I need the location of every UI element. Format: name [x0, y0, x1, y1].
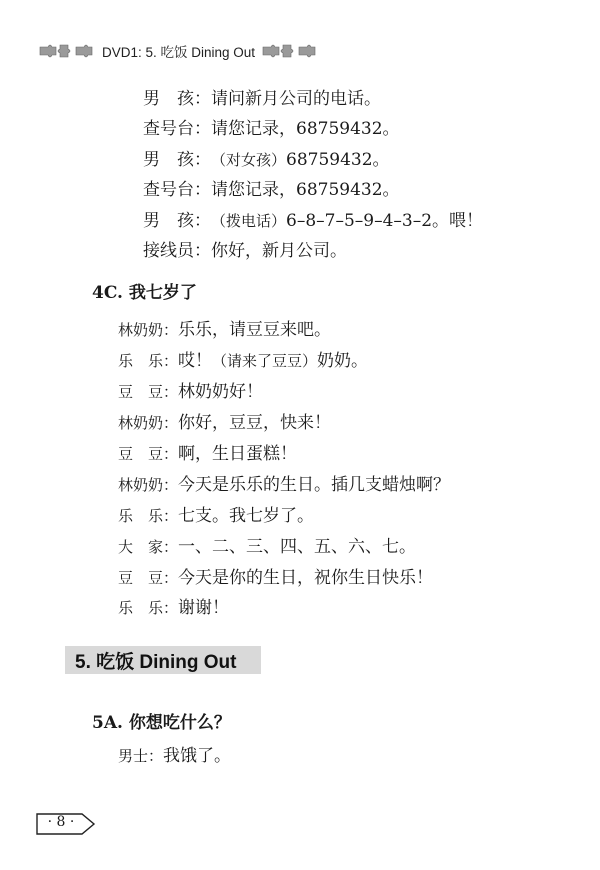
page-number: · 8 ·: [47, 814, 75, 830]
subsection-title-4c: 4C. 我七岁了: [92, 283, 197, 303]
dialog-line: [143, 149, 390, 171]
speaker-label: 豆 豆：: [118, 569, 179, 587]
speaker-label: 男士：: [118, 747, 164, 765]
dialog-text: 哎！: [178, 351, 213, 371]
dialog-line: [143, 240, 347, 262]
dialog-text: 你好，豆豆，快来！: [178, 413, 332, 433]
speaker-label: 乐 乐：: [118, 352, 179, 370]
puzzle-ornament-icon: [38, 41, 96, 61]
dialog-line: [118, 443, 297, 465]
section-heading-bar: [65, 646, 261, 674]
dialog-text: 你好，新月公司。: [211, 241, 347, 261]
dialog-line: [143, 118, 400, 140]
speaker-label: 林奶奶：: [118, 476, 179, 494]
dialog-text: 一、二、三、四、五、六、七。: [178, 537, 417, 557]
speaker-label: 查号台：: [143, 180, 211, 200]
dialog-text: 今天是乐乐的生日。插几支蜡烛啊？: [178, 475, 451, 495]
dialog-line: [143, 210, 483, 232]
subsection-title-5a: 5A. 你想吃什么？: [92, 713, 231, 733]
speaker-label: 林奶奶：: [118, 321, 179, 339]
dialog-text: 请问新月公司的电话。: [211, 89, 381, 109]
dialog-line: [118, 474, 450, 496]
dialog-text: 奶奶。: [317, 351, 369, 371]
dialog-line: [118, 319, 331, 341]
dialog-line: [143, 179, 400, 201]
dialog-text: 啊，生日蛋糕！: [178, 444, 298, 464]
speaker-label: 接线员：: [143, 241, 211, 261]
stage-direction: （拨电话）: [211, 212, 287, 230]
speaker-label: 豆 豆：: [118, 383, 179, 401]
speaker-label: 乐 乐：: [118, 507, 179, 525]
dialog-text: 请您记录，68759432。: [211, 180, 400, 200]
dialog-text: 林奶奶好！: [178, 382, 264, 402]
dialog-text: 我饿了。: [163, 746, 232, 766]
dialog-text: 68759432。: [286, 150, 390, 170]
speaker-label: 林奶奶：: [118, 414, 179, 432]
dialog-line: [143, 88, 381, 110]
dialog-text: 七支。我七岁了。: [178, 506, 315, 526]
speaker-label: 男 孩：: [143, 211, 211, 231]
stage-direction: （对女孩）: [211, 151, 287, 169]
dialog-text: 谢谢！: [178, 598, 230, 618]
dialog-text: 请您记录，68759432。: [211, 119, 400, 139]
dialog-line: [118, 745, 231, 767]
dialog-line: [118, 350, 368, 372]
section-title: 5. 吃饭 Dining Out: [75, 651, 237, 673]
speaker-label: 男 孩：: [143, 150, 211, 170]
puzzle-ornament-icon: [261, 41, 319, 61]
stage-direction: （请来了豆豆）: [212, 352, 318, 370]
dialog-text: 6–8–7–5–9–4–3–2。喂！: [286, 211, 484, 231]
dialog-text: 今天是你的生日，祝你生日快乐！: [178, 568, 434, 588]
speaker-label: 大 家：: [118, 538, 179, 556]
dialog-line: [118, 412, 331, 434]
speaker-label: 乐 乐：: [118, 599, 179, 617]
speaker-label: 查号台：: [143, 119, 211, 139]
dialog-line: [118, 381, 263, 403]
speaker-label: 豆 豆：: [118, 445, 179, 463]
page-header: [38, 40, 319, 62]
speaker-label: 男 孩：: [143, 89, 211, 109]
header-title: DVD1: 5. 吃饭 Dining Out: [102, 45, 256, 60]
dialog-line: [118, 536, 416, 558]
dialog-text: 乐乐，请豆豆来吧。: [178, 320, 332, 340]
dialog-line: [118, 505, 314, 527]
dialog-line: [118, 597, 229, 619]
dialog-line: [118, 567, 433, 589]
